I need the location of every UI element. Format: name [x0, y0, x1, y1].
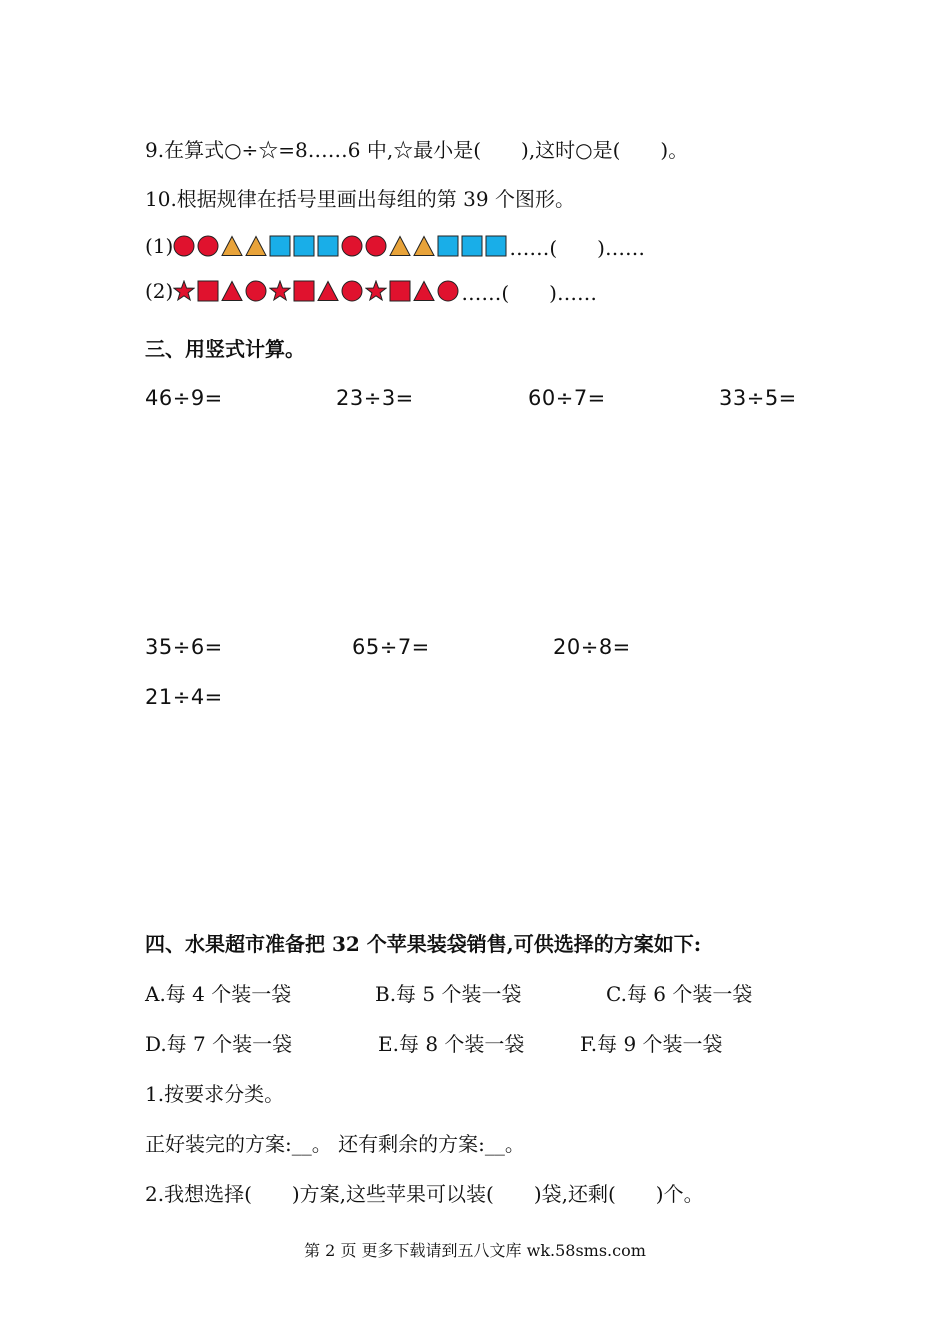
triangle-shape-icon	[221, 280, 243, 302]
question-9: 9.在算式○÷☆=8……6 中,☆最小是( ),这时○是( )。	[145, 138, 689, 162]
circle-shape-icon	[245, 280, 267, 302]
option-b: B.每 5 个装一袋	[375, 982, 522, 1006]
pattern-row-2-shapes	[173, 280, 461, 302]
option-a: A.每 4 个装一袋	[145, 982, 292, 1006]
question-4-1: 1.按要求分类。	[145, 1082, 285, 1106]
question-4-1-answer-line: 正好装完的方案:__。 还有剩余的方案:__。	[145, 1132, 525, 1156]
triangle-shape-icon	[413, 280, 435, 302]
pattern-row-1-answer-blank: ……( )……	[509, 235, 645, 260]
square-shape-icon	[293, 235, 315, 257]
question-10: 10.根据规律在括号里画出每组的第 39 个图形。	[145, 187, 575, 211]
division-problem: 35÷6=	[145, 635, 223, 659]
pattern-row-2	[145, 277, 597, 305]
square-shape-icon	[485, 235, 507, 257]
star-shape-icon	[365, 280, 387, 302]
option-d: D.每 7 个装一袋	[145, 1032, 293, 1056]
division-problem: 46÷9=	[145, 386, 223, 410]
square-shape-icon	[461, 235, 483, 257]
pattern-row-2-answer-blank: ……( )……	[461, 280, 597, 305]
square-shape-icon	[269, 235, 291, 257]
pattern-row-1-label: (1)	[145, 234, 174, 258]
star-shape-icon	[173, 280, 195, 302]
question-4-2: 2.我想选择( )方案,这些苹果可以装( )袋,还剩( )个。	[145, 1182, 704, 1206]
circle-shape-icon	[341, 280, 363, 302]
page-footer: 第 2 页 更多下载请到五八文库 wk.58sms.com	[304, 1241, 646, 1260]
circle-shape-icon	[197, 235, 219, 257]
square-shape-icon	[293, 280, 315, 302]
pattern-row-1	[145, 232, 645, 260]
division-problem: 33÷5=	[719, 386, 797, 410]
circle-shape-icon	[365, 235, 387, 257]
option-c: C.每 6 个装一袋	[606, 982, 753, 1006]
square-shape-icon	[389, 280, 411, 302]
square-shape-icon	[197, 280, 219, 302]
triangle-shape-icon	[221, 235, 243, 257]
square-shape-icon	[437, 235, 459, 257]
square-shape-icon	[317, 235, 339, 257]
pattern-row-1-shapes	[173, 235, 509, 257]
triangle-shape-icon	[389, 235, 411, 257]
circle-shape-icon	[341, 235, 363, 257]
triangle-shape-icon	[245, 235, 267, 257]
pattern-row-2-label: (2)	[145, 279, 174, 303]
circle-shape-icon	[173, 235, 195, 257]
triangle-shape-icon	[317, 280, 339, 302]
section-4-title: 四、水果超市准备把 32 个苹果装袋销售,可供选择的方案如下:	[145, 932, 702, 956]
division-problem: 65÷7=	[352, 635, 430, 659]
division-problem: 20÷8=	[553, 635, 631, 659]
division-problem: 23÷3=	[336, 386, 414, 410]
option-e: E.每 8 个装一袋	[378, 1032, 525, 1056]
section-3-title: 三、用竖式计算。	[145, 337, 305, 361]
triangle-shape-icon	[413, 235, 435, 257]
division-problem: 21÷4=	[145, 685, 223, 709]
option-f: F.每 9 个装一袋	[580, 1032, 723, 1056]
division-problem: 60÷7=	[528, 386, 606, 410]
circle-shape-icon	[437, 280, 459, 302]
star-shape-icon	[269, 280, 291, 302]
